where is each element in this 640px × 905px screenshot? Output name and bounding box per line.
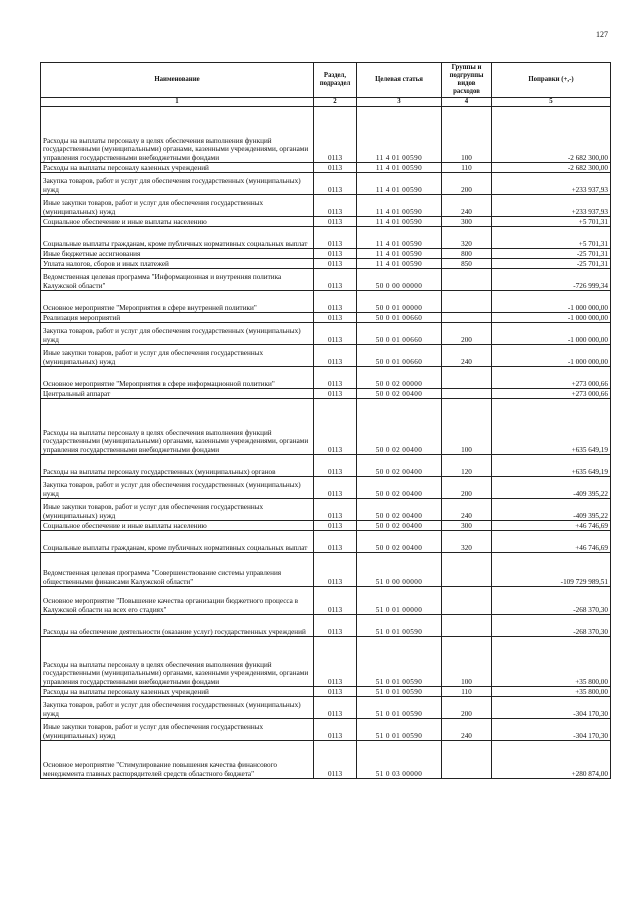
row-section: 0113 bbox=[314, 615, 357, 637]
row-section: 0113 bbox=[314, 217, 357, 227]
row-section: 0113 bbox=[314, 313, 357, 323]
row-group bbox=[442, 389, 492, 399]
table-row bbox=[41, 587, 611, 615]
row-group bbox=[442, 313, 492, 323]
row-section: 0113 bbox=[314, 173, 357, 195]
row-article: 11 4 01 00590 bbox=[357, 173, 442, 195]
row-amount: -1 000 000,00 bbox=[492, 313, 611, 323]
row-name: Ведомственная целевая программа "Совершенствование системы управления общественными финансами Калужской области" bbox=[41, 553, 314, 587]
row-amount: -1 000 000,00 bbox=[492, 345, 611, 367]
row-name: Расходы на выплаты персоналу казенных учреждений bbox=[41, 687, 314, 697]
row-name: Иные бюджетные ассигнования bbox=[41, 249, 314, 259]
row-amount: -109 729 989,51 bbox=[492, 553, 611, 587]
row-name: Основное мероприятие "Мероприятия в сфере информационной политики" bbox=[41, 367, 314, 389]
row-group: 240 bbox=[442, 195, 492, 217]
row-section: 0113 bbox=[314, 107, 357, 163]
table-row bbox=[41, 107, 611, 163]
table-row bbox=[41, 615, 611, 637]
row-section: 0113 bbox=[314, 389, 357, 399]
row-amount: +273 000,66 bbox=[492, 389, 611, 399]
row-amount: +233 937,93 bbox=[492, 195, 611, 217]
table-row bbox=[41, 313, 611, 323]
row-name: Расходы на обеспечение деятельности (оказание услуг) государственных учреждений bbox=[41, 615, 314, 637]
row-section: 0113 bbox=[314, 455, 357, 477]
row-section: 0113 bbox=[314, 195, 357, 217]
row-name: Иные закупки товаров, работ и услуг для обеспечения государственных (муниципальных) нужд bbox=[41, 345, 314, 367]
row-amount: -25 701,31 bbox=[492, 249, 611, 259]
column-number-row bbox=[41, 98, 611, 107]
table-row bbox=[41, 455, 611, 477]
row-article: 50 0 02 00400 bbox=[357, 477, 442, 499]
row-article: 51 0 01 00590 bbox=[357, 687, 442, 697]
budget-amendments-table bbox=[40, 62, 611, 779]
row-section: 0113 bbox=[314, 259, 357, 269]
row-group: 800 bbox=[442, 249, 492, 259]
table-row bbox=[41, 389, 611, 399]
row-amount: -2 682 300,00 bbox=[492, 107, 611, 163]
column-number: 4 bbox=[442, 98, 492, 107]
table-row bbox=[41, 687, 611, 697]
table-row bbox=[41, 499, 611, 521]
row-article: 11 4 01 00590 bbox=[357, 259, 442, 269]
row-section: 0113 bbox=[314, 399, 357, 455]
row-group: 200 bbox=[442, 173, 492, 195]
row-name: Иные закупки товаров, работ и услуг для обеспечения государственных (муниципальных) нужд bbox=[41, 499, 314, 521]
row-name: Ведомственная целевая программа "Информационная и внутренняя политика Калужской области" bbox=[41, 269, 314, 291]
page-number: 127 bbox=[596, 30, 608, 39]
row-amount: +280 874,00 bbox=[492, 741, 611, 779]
row-article: 50 0 01 00000 bbox=[357, 291, 442, 313]
table-row bbox=[41, 195, 611, 217]
row-article: 50 0 01 00660 bbox=[357, 345, 442, 367]
row-section: 0113 bbox=[314, 553, 357, 587]
row-amount: -1 000 000,00 bbox=[492, 291, 611, 313]
table-row bbox=[41, 553, 611, 587]
row-name: Основное мероприятие "Мероприятия в сфере внутренней политики" bbox=[41, 291, 314, 313]
table-row bbox=[41, 291, 611, 313]
row-amount: +233 937,93 bbox=[492, 173, 611, 195]
row-group: 240 bbox=[442, 719, 492, 741]
row-name: Закупка товаров, работ и услуг для обеспечения государственных (муниципальных) нужд bbox=[41, 173, 314, 195]
table-row bbox=[41, 269, 611, 291]
row-section: 0113 bbox=[314, 697, 357, 719]
row-article: 51 0 00 00000 bbox=[357, 553, 442, 587]
table-row bbox=[41, 477, 611, 499]
row-group: 320 bbox=[442, 531, 492, 553]
row-name: Уплата налогов, сборов и иных платежей bbox=[41, 259, 314, 269]
row-article: 50 0 01 00660 bbox=[357, 323, 442, 345]
row-section: 0113 bbox=[314, 345, 357, 367]
table-row bbox=[41, 741, 611, 779]
row-name: Центральный аппарат bbox=[41, 389, 314, 399]
table-row bbox=[41, 399, 611, 455]
row-section: 0113 bbox=[314, 367, 357, 389]
row-amount: -304 170,30 bbox=[492, 697, 611, 719]
table-row bbox=[41, 227, 611, 249]
table-body bbox=[41, 107, 611, 779]
row-name: Расходы на выплаты персоналу в целях обеспечения выполнения функций государственными (муниципальными) органами, казенными учреждениями, органами управления государственными внебюджетными фондами bbox=[41, 637, 314, 687]
row-group bbox=[442, 291, 492, 313]
row-amount: +35 800,00 bbox=[492, 687, 611, 697]
row-section: 0113 bbox=[314, 323, 357, 345]
column-number: 3 bbox=[357, 98, 442, 107]
table-row bbox=[41, 323, 611, 345]
table-row bbox=[41, 173, 611, 195]
row-group bbox=[442, 741, 492, 779]
row-section: 0113 bbox=[314, 741, 357, 779]
column-number: 2 bbox=[314, 98, 357, 107]
row-group: 300 bbox=[442, 217, 492, 227]
row-group: 100 bbox=[442, 637, 492, 687]
row-amount: +35 800,00 bbox=[492, 637, 611, 687]
table-row bbox=[41, 531, 611, 553]
row-name: Социальные выплаты гражданам, кроме публичных нормативных социальных выплат bbox=[41, 531, 314, 553]
row-amount: -25 701,31 bbox=[492, 259, 611, 269]
row-article: 51 0 03 00000 bbox=[357, 741, 442, 779]
table-header-row bbox=[41, 63, 611, 98]
row-name: Расходы на выплаты персоналу казенных учреждений bbox=[41, 163, 314, 173]
row-section: 0113 bbox=[314, 249, 357, 259]
row-section: 0113 bbox=[314, 719, 357, 741]
row-section: 0113 bbox=[314, 477, 357, 499]
row-group: 110 bbox=[442, 687, 492, 697]
row-article: 11 4 01 00590 bbox=[357, 163, 442, 173]
row-group: 320 bbox=[442, 227, 492, 249]
table-row bbox=[41, 719, 611, 741]
row-amount: -726 999,34 bbox=[492, 269, 611, 291]
row-section: 0113 bbox=[314, 163, 357, 173]
row-section: 0113 bbox=[314, 499, 357, 521]
row-amount: +5 701,31 bbox=[492, 217, 611, 227]
row-article: 11 4 01 00590 bbox=[357, 249, 442, 259]
header-article: Целевая статья bbox=[357, 63, 442, 98]
row-name: Расходы на выплаты персоналу в целях обеспечения выполнения функций государственными (муниципальными) органами, казенными учреждениями, органами управления государственными внебюджетными фондами bbox=[41, 399, 314, 455]
row-amount: -304 170,30 bbox=[492, 719, 611, 741]
row-name: Иные закупки товаров, работ и услуг для обеспечения государственных (муниципальных) нужд bbox=[41, 719, 314, 741]
table-row bbox=[41, 367, 611, 389]
table-row bbox=[41, 345, 611, 367]
row-article: 50 0 01 00660 bbox=[357, 313, 442, 323]
row-name: Социальные выплаты гражданам, кроме публичных нормативных социальных выплат bbox=[41, 227, 314, 249]
row-section: 0113 bbox=[314, 587, 357, 615]
row-group: 120 bbox=[442, 455, 492, 477]
row-amount: -409 395,22 bbox=[492, 477, 611, 499]
row-article: 51 0 01 00590 bbox=[357, 697, 442, 719]
row-article: 11 4 01 00590 bbox=[357, 227, 442, 249]
row-group bbox=[442, 553, 492, 587]
row-article: 50 0 02 00400 bbox=[357, 399, 442, 455]
row-section: 0113 bbox=[314, 291, 357, 313]
row-name: Закупка товаров, работ и услуг для обеспечения государственных (муниципальных) нужд bbox=[41, 323, 314, 345]
row-article: 50 0 02 00400 bbox=[357, 521, 442, 531]
row-article: 51 0 01 00000 bbox=[357, 587, 442, 615]
row-group bbox=[442, 269, 492, 291]
row-name: Социальное обеспечение и иные выплаты населению bbox=[41, 521, 314, 531]
row-article: 50 0 00 00000 bbox=[357, 269, 442, 291]
row-group: 300 bbox=[442, 521, 492, 531]
table-row bbox=[41, 697, 611, 719]
row-group: 100 bbox=[442, 107, 492, 163]
row-amount: +635 649,19 bbox=[492, 399, 611, 455]
header-amendments: Поправки (+,-) bbox=[492, 63, 611, 98]
row-group: 110 bbox=[442, 163, 492, 173]
row-section: 0113 bbox=[314, 227, 357, 249]
row-amount: +635 649,19 bbox=[492, 455, 611, 477]
row-name: Расходы на выплаты персоналу государственных (муниципальных) органов bbox=[41, 455, 314, 477]
row-section: 0113 bbox=[314, 521, 357, 531]
header-name: Наименование bbox=[41, 63, 314, 98]
row-name: Иные закупки товаров, работ и услуг для обеспечения государственных (муниципальных) нужд bbox=[41, 195, 314, 217]
row-article: 51 0 01 00590 bbox=[357, 637, 442, 687]
row-group: 200 bbox=[442, 697, 492, 719]
row-name: Реализация мероприятий bbox=[41, 313, 314, 323]
row-amount: +46 746,69 bbox=[492, 521, 611, 531]
row-group bbox=[442, 615, 492, 637]
row-amount: -268 370,30 bbox=[492, 587, 611, 615]
row-article: 51 0 01 00590 bbox=[357, 615, 442, 637]
row-name: Основное мероприятие "Повышение качества организации бюджетного процесса в Калужской области на всех его стадиях" bbox=[41, 587, 314, 615]
row-name: Социальное обеспечение и иные выплаты населению bbox=[41, 217, 314, 227]
row-amount: -1 000 000,00 bbox=[492, 323, 611, 345]
row-amount: -409 395,22 bbox=[492, 499, 611, 521]
row-group: 850 bbox=[442, 259, 492, 269]
row-amount: -2 682 300,00 bbox=[492, 163, 611, 173]
row-name: Закупка товаров, работ и услуг для обеспечения государственных (муниципальных) нужд bbox=[41, 697, 314, 719]
row-group: 240 bbox=[442, 345, 492, 367]
table-row bbox=[41, 259, 611, 269]
table-row bbox=[41, 249, 611, 259]
row-group: 240 bbox=[442, 499, 492, 521]
header-section: Раздел, подраздел bbox=[314, 63, 357, 98]
row-article: 50 0 02 00400 bbox=[357, 531, 442, 553]
row-article: 11 4 01 00590 bbox=[357, 217, 442, 227]
row-group: 200 bbox=[442, 323, 492, 345]
table-row bbox=[41, 217, 611, 227]
table-row bbox=[41, 637, 611, 687]
row-group bbox=[442, 587, 492, 615]
row-name: Закупка товаров, работ и услуг для обеспечения государственных (муниципальных) нужд bbox=[41, 477, 314, 499]
row-section: 0113 bbox=[314, 637, 357, 687]
column-number: 1 bbox=[41, 98, 314, 107]
row-article: 50 0 02 00400 bbox=[357, 455, 442, 477]
row-amount: +46 746,69 bbox=[492, 531, 611, 553]
header-groups: Группы и подгруппы видов расходов bbox=[442, 63, 492, 98]
table-row bbox=[41, 163, 611, 173]
row-amount: +5 701,31 bbox=[492, 227, 611, 249]
row-article: 51 0 01 00590 bbox=[357, 719, 442, 741]
row-amount: +273 000,66 bbox=[492, 367, 611, 389]
row-article: 50 0 02 00000 bbox=[357, 367, 442, 389]
table-row bbox=[41, 521, 611, 531]
row-article: 11 4 01 00590 bbox=[357, 195, 442, 217]
row-article: 50 0 02 00400 bbox=[357, 389, 442, 399]
row-amount: -268 370,30 bbox=[492, 615, 611, 637]
row-section: 0113 bbox=[314, 269, 357, 291]
row-group bbox=[442, 367, 492, 389]
row-group: 200 bbox=[442, 477, 492, 499]
row-name: Расходы на выплаты персоналу в целях обеспечения выполнения функций государственными (муниципальными) органами, казенными учреждениями, органами управления государственными внебюджетными фондами bbox=[41, 107, 314, 163]
column-number: 5 bbox=[492, 98, 611, 107]
row-section: 0113 bbox=[314, 531, 357, 553]
row-group: 100 bbox=[442, 399, 492, 455]
row-article: 11 4 01 00590 bbox=[357, 107, 442, 163]
row-article: 50 0 02 00400 bbox=[357, 499, 442, 521]
row-section: 0113 bbox=[314, 687, 357, 697]
row-name: Основное мероприятие "Стимулирование повышения качества финансового менеджмента главных распорядителей средств областного бюджета" bbox=[41, 741, 314, 779]
